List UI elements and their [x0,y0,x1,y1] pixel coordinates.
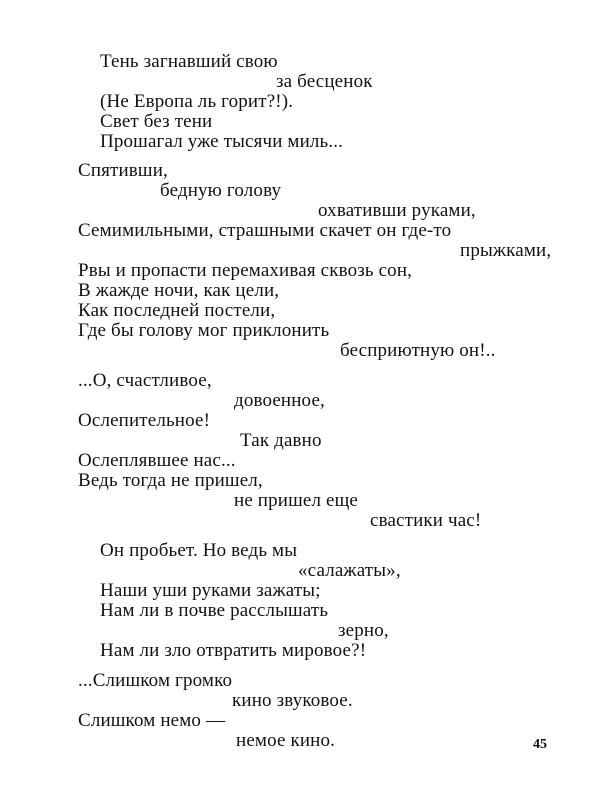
poem-line: Так давно [240,430,322,451]
poem-line: Как последней постели, [78,300,276,321]
poem-line: Нам ли в почве расслышать [100,600,329,621]
poem-line: Свет без тени [100,111,213,132]
poem-line: Где бы голову мог приклонить [78,320,330,341]
poem-line: Он пробьет. Но ведь мы [100,540,298,561]
poem-line: Рвы и пропасти перемахивая сквозь сон, [78,260,413,281]
poem-line: В жажде ночи, как цели, [78,280,280,301]
poem-line: ...О, счастливое, [78,370,212,391]
poem-line: Наши уши руками зажаты; [100,580,321,601]
poem-line: кино звуковое. [232,690,353,711]
page-number: 45 [533,737,547,752]
poem-line: Спятивши, [78,160,168,181]
poem-line: свастики час! [370,510,482,531]
poem-line: охвативши руками, [318,200,476,221]
poem-line: Прошагал уже тысячи миль... [100,131,344,152]
poem-line: довоенное, [234,390,325,411]
poem-line: (Не Европа ль горит?!). [100,91,294,112]
poem-line: «салажаты», [298,560,401,581]
poem-line: бедную голову [160,180,282,201]
poem-line: прыжками, [460,240,552,261]
poem-line: бесприютную он!.. [340,340,496,361]
poem-line: не пришел еще [234,490,358,511]
poem-line: Ослеплявшее нас... [78,450,236,471]
poem-line: ...Слишком громко [78,670,233,691]
poem-line: за бесценок [276,71,373,92]
poem-line: немое кино. [236,730,336,751]
poem-line: Ослепительное! [78,410,211,431]
poem-line: Слишком немо — [78,710,226,731]
poem-line: Ведь тогда не пришел, [78,470,263,491]
poem-line: зерно, [338,620,389,641]
poem-line: Семимильными, страшными скачет он где-то [78,220,452,241]
poem-line: Нам ли зло отвратить мировое?! [100,640,367,661]
poem-line: Тень загнавший свою [100,51,278,72]
